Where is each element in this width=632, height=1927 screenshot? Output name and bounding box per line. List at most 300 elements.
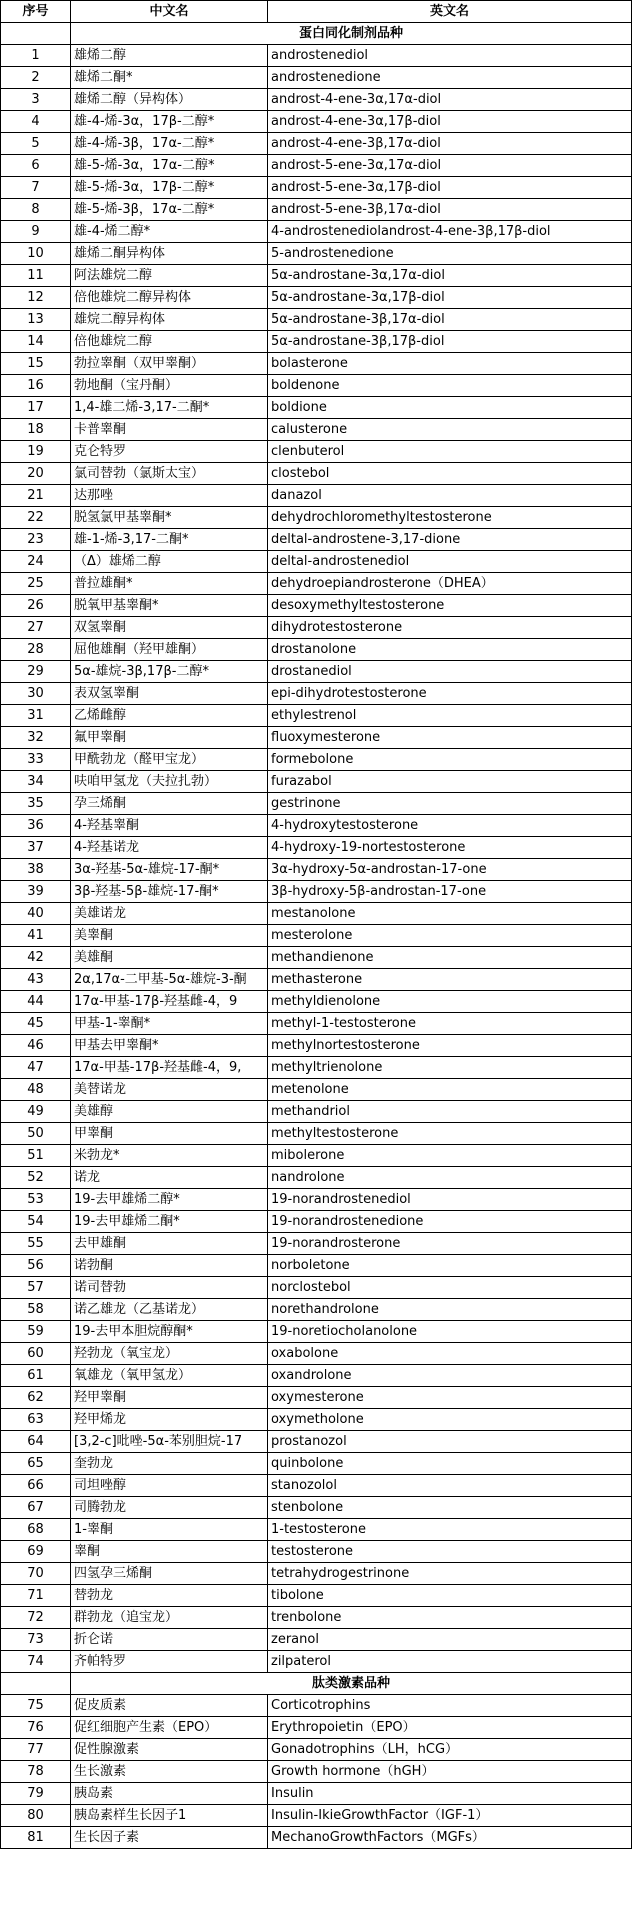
table-row [1, 1123, 632, 1145]
section-row [1, 1673, 632, 1695]
row-number: 74 [1, 1651, 71, 1673]
table-row [1, 1783, 632, 1805]
row-english-name: clenbuterol [268, 441, 632, 463]
row-english-name: prostanozol [268, 1431, 632, 1453]
row-english-name: 19-noretiocholanolone [268, 1321, 632, 1343]
header-row [1, 1, 632, 23]
row-english-name: androst-5-ene-3β,17α-diol [268, 199, 632, 221]
row-number: 77 [1, 1739, 71, 1761]
table-row [1, 353, 632, 375]
table-row [1, 815, 632, 837]
row-english-name: tibolone [268, 1585, 632, 1607]
table-row [1, 1497, 632, 1519]
row-number: 65 [1, 1453, 71, 1475]
row-number: 3 [1, 89, 71, 111]
row-chinese-name: 羟勃龙（氧宝龙） [71, 1343, 268, 1365]
table-row [1, 1013, 632, 1035]
row-chinese-name: 2α,17α-二甲基-5α-雄烷-3-酮 [71, 969, 268, 991]
row-chinese-name: 胰岛素样生长因子1 [71, 1805, 268, 1827]
row-number: 37 [1, 837, 71, 859]
table-row [1, 265, 632, 287]
row-english-name: androst-4-ene-3α,17α-diol [268, 89, 632, 111]
row-english-name: norboletone [268, 1255, 632, 1277]
table-row [1, 1629, 632, 1651]
section-title: 蛋白同化制剂品种 [71, 23, 632, 45]
row-english-name: mibolerone [268, 1145, 632, 1167]
row-number: 18 [1, 419, 71, 441]
table-row [1, 1321, 632, 1343]
table-row [1, 177, 632, 199]
row-chinese-name: 雄烯二醇 [71, 45, 268, 67]
row-english-name: methylnortestosterone [268, 1035, 632, 1057]
row-chinese-name: 雄烷二醇异构体 [71, 309, 268, 331]
row-english-name: androst-4-ene-3β,17α-diol [268, 133, 632, 155]
table-row [1, 45, 632, 67]
row-chinese-name: 雄-5-烯-3β，17α-二醇* [71, 199, 268, 221]
row-number: 62 [1, 1387, 71, 1409]
row-chinese-name: 3β-羟基-5β-雄烷-17-酮* [71, 881, 268, 903]
row-english-name: 4-hydroxytestosterone [268, 815, 632, 837]
row-chinese-name: 1,4-雄二烯-3,17-二酮* [71, 397, 268, 419]
row-chinese-name: 卡普睾酮 [71, 419, 268, 441]
row-english-name: 19-norandrostenediol [268, 1189, 632, 1211]
row-english-name: bolasterone [268, 353, 632, 375]
row-english-name: clostebol [268, 463, 632, 485]
row-english-name: formebolone [268, 749, 632, 771]
section-empty-cell [1, 1673, 71, 1695]
table-row [1, 837, 632, 859]
row-number: 50 [1, 1123, 71, 1145]
row-english-name: 3α-hydroxy-5α-androstan-17-one [268, 859, 632, 881]
table-row [1, 573, 632, 595]
row-english-name: epi-dihydrotestosterone [268, 683, 632, 705]
row-chinese-name: 胰岛素 [71, 1783, 268, 1805]
table-row [1, 133, 632, 155]
row-chinese-name: 司坦唑醇 [71, 1475, 268, 1497]
row-english-name: Insulin [268, 1783, 632, 1805]
row-english-name: 5α-androstane-3β,17β-diol [268, 331, 632, 353]
row-english-name: methasterone [268, 969, 632, 991]
table-row [1, 1255, 632, 1277]
table-row [1, 1145, 632, 1167]
row-number: 69 [1, 1541, 71, 1563]
row-number: 26 [1, 595, 71, 617]
row-chinese-name: 睾酮 [71, 1541, 268, 1563]
row-number: 47 [1, 1057, 71, 1079]
row-chinese-name: 氯司替勃（氯斯太宝） [71, 463, 268, 485]
table-row [1, 111, 632, 133]
row-chinese-name: 折仑诺 [71, 1629, 268, 1651]
row-english-name: methyl-1-testosterone [268, 1013, 632, 1035]
row-chinese-name: 19-去甲雄烯二醇* [71, 1189, 268, 1211]
row-english-name: mesterolone [268, 925, 632, 947]
row-number: 78 [1, 1761, 71, 1783]
row-number: 52 [1, 1167, 71, 1189]
row-chinese-name: 齐帕特罗 [71, 1651, 268, 1673]
row-number: 68 [1, 1519, 71, 1541]
row-chinese-name: 1-睾酮 [71, 1519, 268, 1541]
row-number: 39 [1, 881, 71, 903]
row-chinese-name: 雄-4-烯二醇* [71, 221, 268, 243]
header-english-name: 英文名 [268, 1, 632, 23]
row-chinese-name: 美雄诺龙 [71, 903, 268, 925]
row-chinese-name: 阿法雄烷二醇 [71, 265, 268, 287]
row-number: 60 [1, 1343, 71, 1365]
table-row [1, 1079, 632, 1101]
row-chinese-name: 屈他雄酮（羟甲雄酮） [71, 639, 268, 661]
table-row [1, 485, 632, 507]
row-chinese-name: 倍他雄烷二醇异构体 [71, 287, 268, 309]
row-number: 10 [1, 243, 71, 265]
table-row [1, 947, 632, 969]
row-number: 34 [1, 771, 71, 793]
row-chinese-name: 普拉雄酮* [71, 573, 268, 595]
row-chinese-name: 美雄酮 [71, 947, 268, 969]
table-row [1, 727, 632, 749]
row-chinese-name: 群勃龙（追宝龙） [71, 1607, 268, 1629]
row-chinese-name: 17α-甲基-17β-羟基雌-4，9 [71, 991, 268, 1013]
row-chinese-name: 5α-雄烷-3β,17β-二醇* [71, 661, 268, 683]
row-number: 76 [1, 1717, 71, 1739]
row-number: 55 [1, 1233, 71, 1255]
table-body [1, 23, 632, 1849]
row-chinese-name: 诺勃酮 [71, 1255, 268, 1277]
table-row [1, 463, 632, 485]
row-english-name: quinbolone [268, 1453, 632, 1475]
row-english-name: dihydrotestosterone [268, 617, 632, 639]
row-chinese-name: 生长因子素 [71, 1827, 268, 1849]
row-number: 44 [1, 991, 71, 1013]
row-chinese-name: 17α-甲基-17β-羟基雌-4，9, [71, 1057, 268, 1079]
row-english-name: boldenone [268, 375, 632, 397]
row-number: 9 [1, 221, 71, 243]
row-english-name: desoxymethyltestosterone [268, 595, 632, 617]
table-row [1, 1343, 632, 1365]
section-row [1, 23, 632, 45]
row-chinese-name: 米勃龙* [71, 1145, 268, 1167]
row-number: 11 [1, 265, 71, 287]
row-number: 19 [1, 441, 71, 463]
row-number: 54 [1, 1211, 71, 1233]
section-title: 肽类激素品种 [71, 1673, 632, 1695]
row-english-name: 5α-androstane-3α,17β-diol [268, 287, 632, 309]
row-chinese-name: 甲基-1-睾酮* [71, 1013, 268, 1035]
table-row [1, 1409, 632, 1431]
row-english-name: furazabol [268, 771, 632, 793]
row-chinese-name: 雄-1-烯-3,17-二酮* [71, 529, 268, 551]
row-english-name: androstenediol [268, 45, 632, 67]
row-number: 45 [1, 1013, 71, 1035]
row-english-name: 3β-hydroxy-5β-androstan-17-one [268, 881, 632, 903]
table-row [1, 793, 632, 815]
row-number: 48 [1, 1079, 71, 1101]
row-english-name: mestanolone [268, 903, 632, 925]
row-english-name: nandrolone [268, 1167, 632, 1189]
row-chinese-name: 乙烯雌醇 [71, 705, 268, 727]
table-row [1, 1563, 632, 1585]
table-row [1, 661, 632, 683]
row-english-name: zeranol [268, 1629, 632, 1651]
table-row [1, 1651, 632, 1673]
row-chinese-name: [3,2-c]吡唑-5α-苯别胆烷-17 [71, 1431, 268, 1453]
row-chinese-name: 双氢睾酮 [71, 617, 268, 639]
row-chinese-name: 司腾勃龙 [71, 1497, 268, 1519]
table-row [1, 1541, 632, 1563]
table-row [1, 1277, 632, 1299]
row-chinese-name: 氧雄龙（氧甲氢龙） [71, 1365, 268, 1387]
row-number: 51 [1, 1145, 71, 1167]
row-english-name: drostanediol [268, 661, 632, 683]
table-row [1, 925, 632, 947]
row-chinese-name: 促红细胞产生素（EPO） [71, 1717, 268, 1739]
row-english-name: ethylestrenol [268, 705, 632, 727]
row-english-name: Insulin-IkieGrowthFactor（IGF-1） [268, 1805, 632, 1827]
table-row [1, 243, 632, 265]
row-chinese-name: 生长激素 [71, 1761, 268, 1783]
row-number: 35 [1, 793, 71, 815]
row-english-name: gestrinone [268, 793, 632, 815]
row-chinese-name: 表双氢睾酮 [71, 683, 268, 705]
table-row [1, 1805, 632, 1827]
row-chinese-name: 甲睾酮 [71, 1123, 268, 1145]
row-english-name: boldione [268, 397, 632, 419]
row-english-name: Corticotrophins [268, 1695, 632, 1717]
row-number: 22 [1, 507, 71, 529]
row-english-name: trenbolone [268, 1607, 632, 1629]
header-number: 序号 [1, 1, 71, 23]
table-row [1, 1695, 632, 1717]
row-number: 33 [1, 749, 71, 771]
row-number: 16 [1, 375, 71, 397]
row-chinese-name: 4-羟基诺龙 [71, 837, 268, 859]
row-chinese-name: 替勃龙 [71, 1585, 268, 1607]
row-chinese-name: 倍他雄烷二醇 [71, 331, 268, 353]
table-row [1, 969, 632, 991]
table-row [1, 529, 632, 551]
row-number: 8 [1, 199, 71, 221]
row-english-name: 4-hydroxy-19-nortestosterone [268, 837, 632, 859]
row-number: 72 [1, 1607, 71, 1629]
row-number: 81 [1, 1827, 71, 1849]
row-english-name: methandienone [268, 947, 632, 969]
row-number: 58 [1, 1299, 71, 1321]
row-chinese-name: 雄烯二酮异构体 [71, 243, 268, 265]
row-chinese-name: 奎勃龙 [71, 1453, 268, 1475]
row-chinese-name: 呋咱甲氢龙（夫拉扎勃） [71, 771, 268, 793]
table-row [1, 639, 632, 661]
row-chinese-name: 美睾酮 [71, 925, 268, 947]
row-english-name: testosterone [268, 1541, 632, 1563]
row-english-name: 19-norandrostenedione [268, 1211, 632, 1233]
table-row [1, 1299, 632, 1321]
row-chinese-name: 诺乙雄龙（乙基诺龙） [71, 1299, 268, 1321]
row-english-name: stanozolol [268, 1475, 632, 1497]
table-row [1, 903, 632, 925]
row-chinese-name: 美雄醇 [71, 1101, 268, 1123]
row-english-name: dehydroepiandrosterone（DHEA） [268, 573, 632, 595]
row-chinese-name: 勃地酮（宝丹酮） [71, 375, 268, 397]
table-row [1, 375, 632, 397]
row-english-name: Erythropoietin（EPO） [268, 1717, 632, 1739]
table-row [1, 1387, 632, 1409]
row-chinese-name: 羟甲烯龙 [71, 1409, 268, 1431]
row-number: 21 [1, 485, 71, 507]
row-number: 28 [1, 639, 71, 661]
row-chinese-name: 去甲雄酮 [71, 1233, 268, 1255]
row-chinese-name: 19-去甲本胆烷醇酮* [71, 1321, 268, 1343]
row-number: 66 [1, 1475, 71, 1497]
table-row [1, 705, 632, 727]
row-number: 53 [1, 1189, 71, 1211]
row-english-name: 4-androstenediolandrost-4-ene-3β,17β-diol [268, 221, 632, 243]
row-number: 49 [1, 1101, 71, 1123]
row-number: 5 [1, 133, 71, 155]
table-row [1, 507, 632, 529]
row-chinese-name: 达那唑 [71, 485, 268, 507]
row-number: 30 [1, 683, 71, 705]
row-number: 46 [1, 1035, 71, 1057]
row-number: 12 [1, 287, 71, 309]
table-row [1, 67, 632, 89]
table-row [1, 1827, 632, 1849]
row-english-name: androst-4-ene-3α,17β-diol [268, 111, 632, 133]
row-chinese-name: 3α-羟基-5α-雄烷-17-酮* [71, 859, 268, 881]
row-chinese-name: 雄烯二酮* [71, 67, 268, 89]
table-row [1, 89, 632, 111]
row-number: 38 [1, 859, 71, 881]
row-english-name: androstenedione [268, 67, 632, 89]
row-english-name: metenolone [268, 1079, 632, 1101]
row-chinese-name: 促性腺激素 [71, 1739, 268, 1761]
table-row [1, 397, 632, 419]
table-row [1, 1211, 632, 1233]
row-number: 73 [1, 1629, 71, 1651]
row-english-name: methandriol [268, 1101, 632, 1123]
row-english-name: oxabolone [268, 1343, 632, 1365]
row-number: 15 [1, 353, 71, 375]
row-chinese-name: 雄-5-烯-3α，17α-二醇* [71, 155, 268, 177]
table-row [1, 331, 632, 353]
row-chinese-name: 诺龙 [71, 1167, 268, 1189]
table-row [1, 1585, 632, 1607]
row-number: 42 [1, 947, 71, 969]
table-row [1, 1233, 632, 1255]
row-english-name: MechanoGrowthFactors（MGFs） [268, 1827, 632, 1849]
table-row [1, 1607, 632, 1629]
table-row [1, 1761, 632, 1783]
row-number: 70 [1, 1563, 71, 1585]
table-row [1, 617, 632, 639]
row-english-name: methyltrienolone [268, 1057, 632, 1079]
row-chinese-name: 勃拉睾酮（双甲睾酮） [71, 353, 268, 375]
row-english-name: Growth hormone（hGH） [268, 1761, 632, 1783]
row-number: 1 [1, 45, 71, 67]
row-number: 79 [1, 1783, 71, 1805]
table-row [1, 1453, 632, 1475]
table-row [1, 1475, 632, 1497]
table-row [1, 1365, 632, 1387]
row-number: 67 [1, 1497, 71, 1519]
row-number: 29 [1, 661, 71, 683]
row-english-name: oxymesterone [268, 1387, 632, 1409]
table-row [1, 595, 632, 617]
row-chinese-name: 促皮质素 [71, 1695, 268, 1717]
row-number: 32 [1, 727, 71, 749]
row-english-name: androst-5-ene-3α,17α-diol [268, 155, 632, 177]
table-row [1, 1519, 632, 1541]
row-english-name: 19-norandrosterone [268, 1233, 632, 1255]
row-english-name: oxandrolone [268, 1365, 632, 1387]
row-number: 41 [1, 925, 71, 947]
row-chinese-name: 19-去甲雄烯二酮* [71, 1211, 268, 1233]
row-number: 23 [1, 529, 71, 551]
row-chinese-name: （Δ）雄烯二醇 [71, 551, 268, 573]
row-number: 63 [1, 1409, 71, 1431]
row-english-name: methyldienolone [268, 991, 632, 1013]
row-chinese-name: 甲基去甲睾酮* [71, 1035, 268, 1057]
row-chinese-name: 克仑特罗 [71, 441, 268, 463]
table-row [1, 155, 632, 177]
row-number: 61 [1, 1365, 71, 1387]
row-english-name: deltal-androstene-3,17-dione [268, 529, 632, 551]
table-row [1, 1717, 632, 1739]
table-row [1, 199, 632, 221]
row-english-name: tetrahydrogestrinone [268, 1563, 632, 1585]
row-number: 40 [1, 903, 71, 925]
table-row [1, 683, 632, 705]
row-english-name: calusterone [268, 419, 632, 441]
row-english-name: 1-testosterone [268, 1519, 632, 1541]
table-row [1, 859, 632, 881]
table-row [1, 419, 632, 441]
table-row [1, 991, 632, 1013]
row-chinese-name: 氟甲睾酮 [71, 727, 268, 749]
row-number: 64 [1, 1431, 71, 1453]
row-chinese-name: 孕三烯酮 [71, 793, 268, 815]
row-chinese-name: 美替诺龙 [71, 1079, 268, 1101]
row-english-name: oxymetholone [268, 1409, 632, 1431]
row-number: 75 [1, 1695, 71, 1717]
section-empty-cell [1, 23, 71, 45]
table-row [1, 551, 632, 573]
row-chinese-name: 甲酰勃龙（醛甲宝龙） [71, 749, 268, 771]
row-chinese-name: 雄-5-烯-3α，17β-二醇* [71, 177, 268, 199]
row-english-name: dehydrochloromethyltestosterone [268, 507, 632, 529]
table-row [1, 221, 632, 243]
table-row [1, 1035, 632, 1057]
row-number: 24 [1, 551, 71, 573]
row-number: 2 [1, 67, 71, 89]
row-english-name: zilpaterol [268, 1651, 632, 1673]
row-chinese-name: 4-羟基睾酮 [71, 815, 268, 837]
header-chinese-name: 中文名 [71, 1, 268, 23]
row-english-name: norethandrolone [268, 1299, 632, 1321]
table-row [1, 309, 632, 331]
row-english-name: 5-androstenedione [268, 243, 632, 265]
row-number: 13 [1, 309, 71, 331]
row-english-name: stenbolone [268, 1497, 632, 1519]
table-row [1, 881, 632, 903]
row-english-name: drostanolone [268, 639, 632, 661]
row-number: 25 [1, 573, 71, 595]
row-number: 56 [1, 1255, 71, 1277]
row-english-name: Gonadotrophins（LH，hCG） [268, 1739, 632, 1761]
row-english-name: 5α-androstane-3β,17α-diol [268, 309, 632, 331]
table-row [1, 1057, 632, 1079]
row-english-name: fluoxymesterone [268, 727, 632, 749]
row-chinese-name: 脱氢氯甲基睾酮* [71, 507, 268, 529]
row-chinese-name: 雄-4-烯-3α，17β-二醇* [71, 111, 268, 133]
